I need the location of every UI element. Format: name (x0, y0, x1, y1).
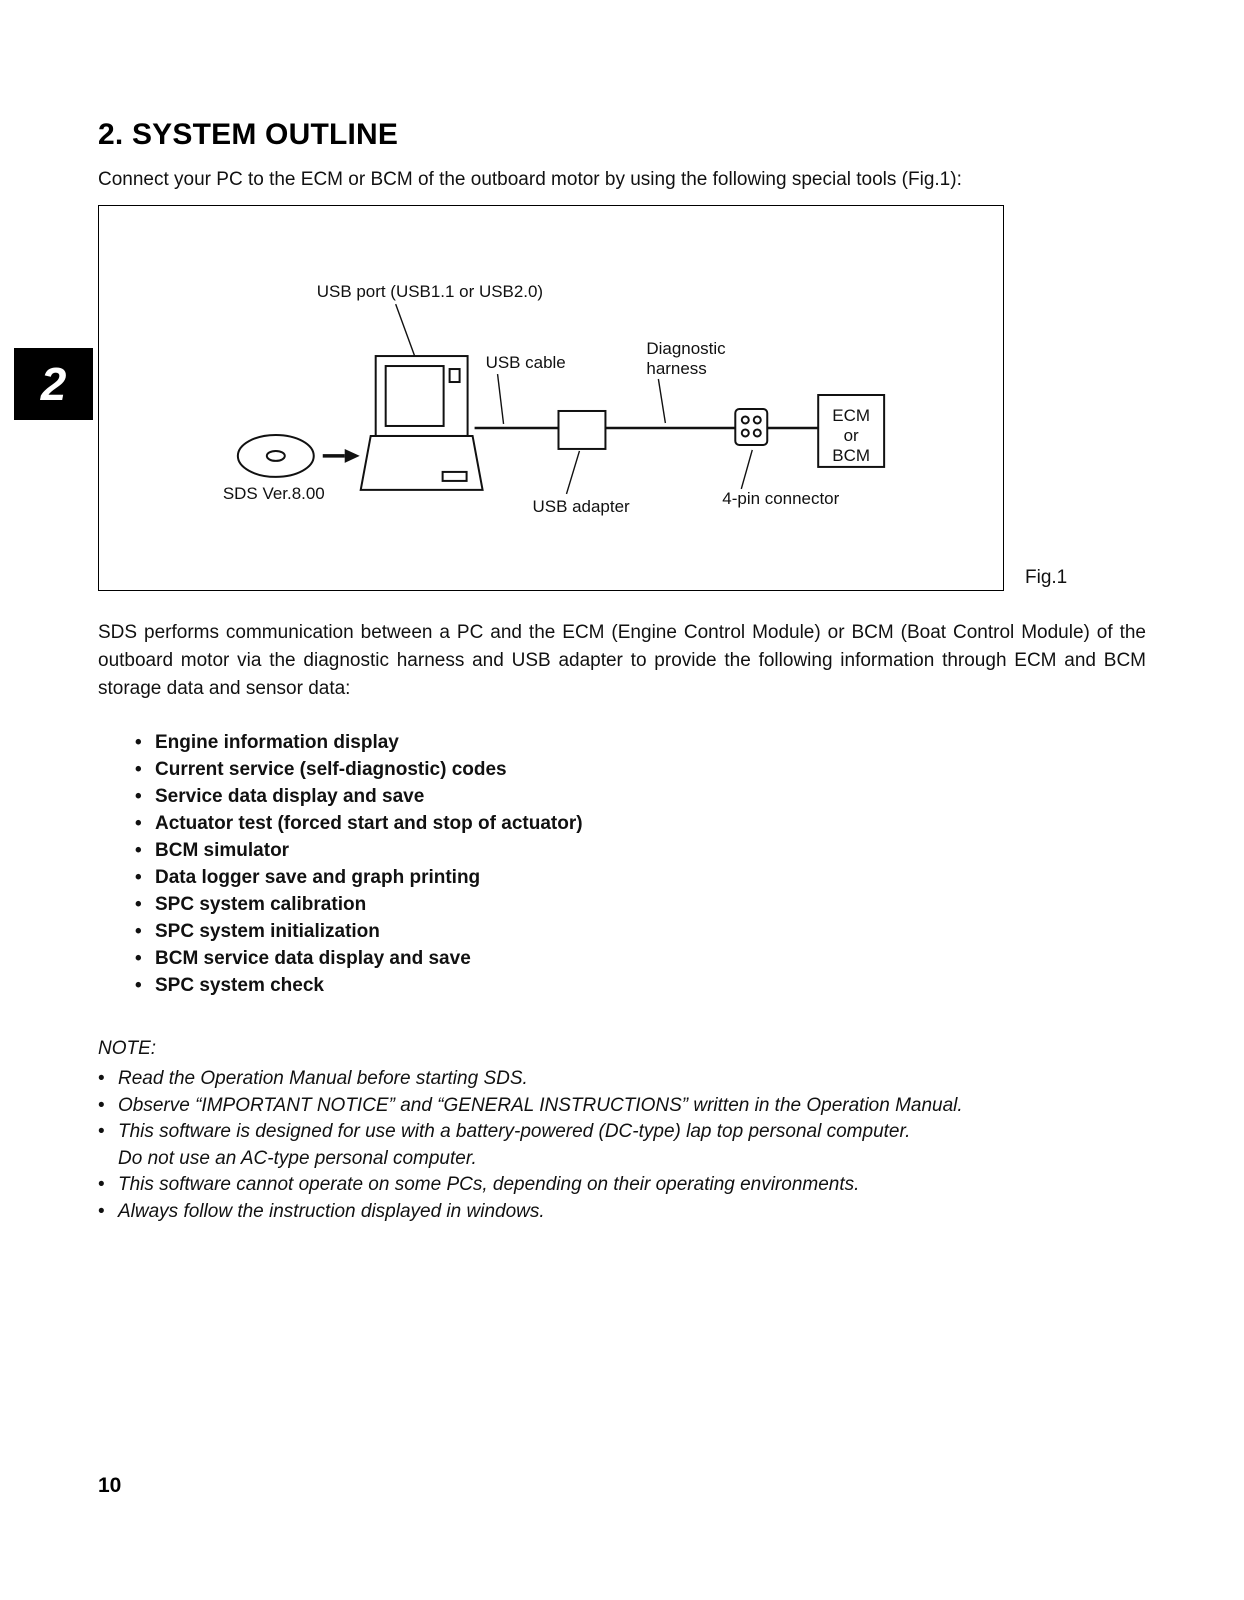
note-item: • This software cannot operate on some PCs, depending on their operating environments. (98, 1172, 1146, 1199)
feature-item: • SPC system check (135, 972, 1146, 999)
intro-text: Connect your PC to the ECM or BCM of the outboard motor by using the following special tools (Fig.1): (98, 169, 962, 190)
feature-item: • Actuator test (forced start and stop of actuator) (135, 810, 1146, 837)
cd-hole (267, 451, 285, 461)
section-tab (14, 348, 93, 420)
feature-item: • BCM service data display and save (135, 945, 1146, 972)
note-item: • This software is designed for use with a battery-powered (DC-type) lap top personal computer. (98, 1119, 1146, 1146)
label-diagnostic-harness-line1: Diagnostic (646, 339, 726, 359)
section-tab-number: 2 (40, 358, 67, 410)
note-item: • Always follow the instruction displayed in windows. (98, 1199, 1146, 1226)
figure-caption: Fig.1 (1025, 567, 1068, 588)
leader-usb-cable (498, 374, 504, 424)
label-usb-adapter: USB adapter (532, 496, 630, 516)
note-item-continuation: Do not use an AC-type personal computer. (118, 1147, 477, 1169)
laptop-illustration (361, 356, 483, 490)
note-section (98, 1035, 1146, 1225)
feature-list (135, 729, 1146, 999)
laptop-usb-port (450, 369, 460, 382)
ecm-bcm-text-line3: BCM (832, 445, 871, 465)
label-diagnostic-harness-line2: harness (646, 359, 707, 379)
ecm-bcm-text-line1: ECM (832, 405, 871, 425)
feature-item: • SPC system calibration (135, 891, 1146, 918)
label-usb-cable: USB cable (485, 353, 566, 373)
feature-item: • BCM simulator (135, 837, 1146, 864)
label-4pin-connector: 4-pin connector (722, 488, 840, 508)
cd-disc-icon (238, 435, 314, 477)
feature-item: • Data logger save and graph printing (135, 864, 1146, 891)
page-title: 2. SYSTEM OUTLINE (98, 118, 399, 151)
note-item: • Observe “IMPORTANT NOTICE” and “GENERAL INSTRUCTIONS” written in the Operation Manual. (98, 1093, 1146, 1120)
feature-item: • Service data display and save (135, 783, 1146, 810)
leader-usb-adapter (566, 451, 579, 494)
body-paragraph: SDS performs communication between a PC and the ECM (Engine Control Module) or BCM (Boat Control Module) of the outboard motor via the diagnostic harness and USB adapter to provide the following information through ECM and BCM storage data and sensor data: (98, 622, 1146, 699)
four-pin-connector-shape (735, 409, 767, 445)
figure-1 (98, 205, 1004, 591)
note-title: NOTE: (98, 1038, 157, 1059)
leader-diagnostic-harness (658, 379, 665, 423)
page-number: 10 (98, 1474, 122, 1497)
system-diagram (99, 206, 1002, 589)
feature-item: • SPC system initialization (135, 918, 1146, 945)
leader-4pin-connector (741, 450, 752, 489)
label-sds-version: SDS Ver.8.00 (222, 483, 325, 503)
ecm-bcm-text-line2: or (843, 425, 859, 445)
feature-item: • Current service (self-diagnostic) codes (135, 756, 1146, 783)
label-usb-port: USB port (USB1.1 or USB2.0) (316, 282, 544, 302)
note-item: • Read the Operation Manual before starting SDS. (98, 1066, 1146, 1093)
figure-1-wrapper (98, 205, 1146, 591)
leader-usb-port (396, 304, 415, 356)
usb-adapter-box (558, 411, 605, 449)
laptop-screen (386, 366, 444, 426)
laptop-touchpad (443, 472, 467, 481)
page-content (98, 0, 1146, 1225)
arrow-icon (323, 449, 360, 463)
feature-item: • Engine information display (135, 729, 1146, 756)
